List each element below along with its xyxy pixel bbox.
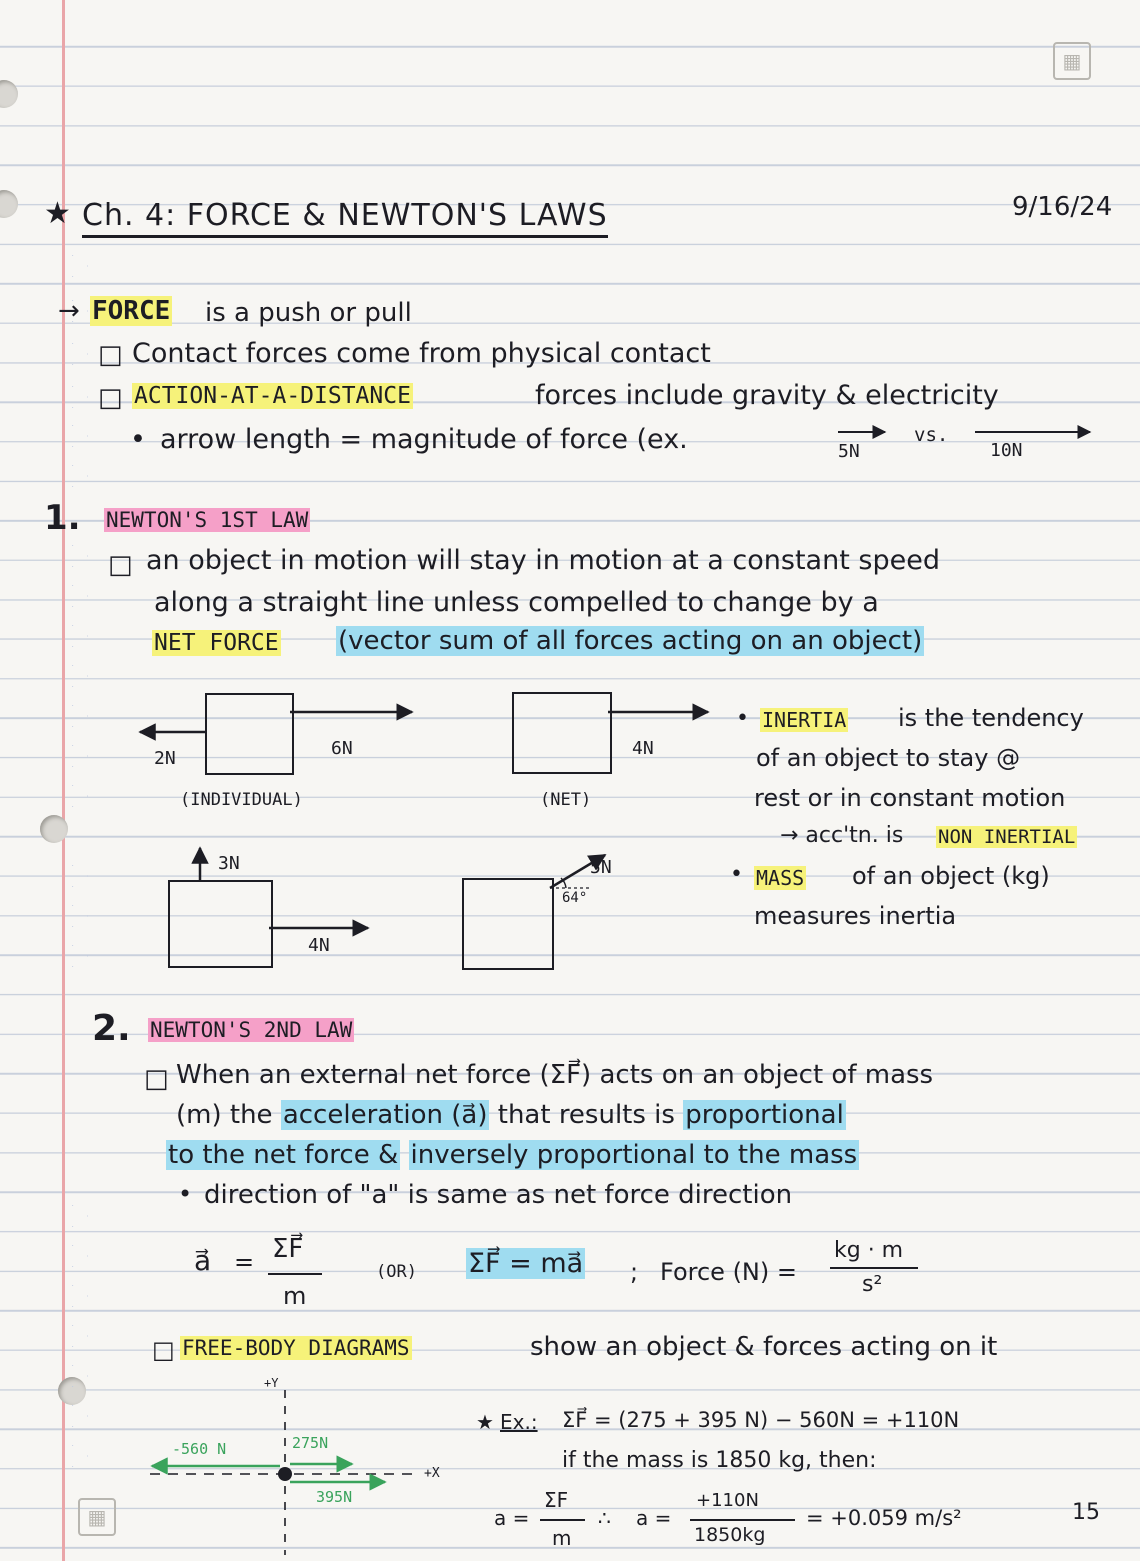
inertia-line-2: of an object to stay @: [756, 744, 1021, 772]
page-title: Ch. 4: FORCE & NEWTON'S LAWS: [82, 198, 608, 238]
force-definition: is a push or pull: [205, 298, 412, 328]
example-mass: if the mass is 1850 kg, then:: [562, 1448, 877, 1473]
line1-part-b: net force (ΣF⃗): [414, 1060, 592, 1090]
unit-numerator: kg · m: [834, 1238, 904, 1263]
page-date: 9/16/24: [1012, 192, 1113, 222]
direction-bullet: •: [178, 1180, 193, 1208]
second-law-line-3: [166, 1140, 859, 1170]
net-force-definition: (vector sum of all forces acting on an object): [338, 626, 923, 656]
example-num1: ΣF: [544, 1488, 569, 1512]
eq-acceleration: a⃗: [194, 1244, 212, 1277]
eq-equals: =: [234, 1248, 255, 1276]
direction-text: direction of "a" is same as net force direction: [204, 1180, 793, 1210]
example-a1: a =: [494, 1506, 530, 1530]
example-sum: ΣF⃗ = (275 + 395 N) − 560N = +110N: [562, 1408, 960, 1432]
force-label-6n: 6N: [331, 738, 353, 759]
mass-line-1: of an object (kg): [852, 862, 1050, 890]
action-at-distance-text: forces include gravity & electricity: [535, 380, 999, 411]
section-2-number: 2.: [92, 1008, 131, 1049]
force-label-4n: 4N: [308, 935, 330, 956]
example-den2: 1850kg: [694, 1524, 766, 1546]
force-label: FORCE: [92, 296, 171, 326]
example-10n-label: 10N: [990, 440, 1023, 461]
example-star-icon: ★: [476, 1410, 494, 1434]
second-law-heading: NEWTON'S 2ND LAW: [150, 1018, 353, 1042]
checkbox-icon: □: [98, 340, 123, 370]
line3-part-a: to the net force &: [168, 1140, 399, 1170]
example-5n-label: 5N: [838, 441, 860, 462]
force-label-3n: 3N: [218, 853, 240, 874]
line3-part-b: inversely proportional to the mass: [410, 1140, 858, 1170]
notebook-logo-icon: ▦: [1053, 42, 1091, 80]
checkbox-icon: □: [98, 383, 123, 413]
arrow-length-bullet: •: [130, 424, 146, 455]
eq-denominator: m: [283, 1282, 307, 1310]
force-arrow-icon: →: [58, 296, 80, 326]
inertia-bullet: •: [736, 706, 749, 731]
example-num2: +110N: [696, 1490, 759, 1511]
net-force-label: NET FORCE: [154, 630, 279, 656]
caption-net: (NET): [540, 790, 592, 810]
first-law-heading: NEWTON'S 1ST LAW: [106, 508, 309, 532]
eq-alternate: ΣF⃗ = ma⃗: [468, 1248, 584, 1279]
unit-denominator: s²: [862, 1272, 883, 1297]
fbd-plus-x: +X: [424, 1466, 440, 1481]
second-law-line-2: [176, 1100, 846, 1130]
eq-semicolon: ;: [630, 1258, 639, 1286]
section-1-number: 1.: [44, 498, 81, 538]
mass-label: MASS: [756, 866, 805, 890]
caption-individual: (INDIVIDUAL): [180, 790, 303, 810]
checkbox-icon: □: [144, 1064, 169, 1094]
line2-part-c: that results is: [497, 1100, 675, 1130]
eq-or: (OR): [376, 1262, 417, 1282]
fbd-plus-y: +Y: [264, 1376, 279, 1390]
line2-part-b: acceleration (a⃗): [282, 1100, 488, 1130]
accel-text: → acc'tn. is: [780, 823, 904, 848]
title-star-icon: ★: [44, 196, 71, 231]
fbd-label-560n: -560 N: [172, 1440, 227, 1458]
fbd-label-395n: 395N: [316, 1488, 353, 1506]
second-law-line-1: [176, 1060, 933, 1090]
inertia-label: INERTIA: [762, 708, 847, 732]
force-label-5n: 5N: [590, 857, 612, 878]
arrow-length-text: arrow length = magnitude of force (ex.: [160, 424, 688, 455]
inertia-line-3: rest or in constant motion: [754, 784, 1066, 812]
inertia-line-1: is the tendency: [898, 704, 1084, 732]
action-at-distance-label: ACTION-AT-A-DISTANCE: [134, 383, 411, 409]
first-law-line-1: an object in motion will stay in motion at a constant speed: [146, 545, 940, 576]
fbd-object-dot: [278, 1467, 292, 1481]
fbd-label: FREE-BODY DIAGRAMS: [182, 1336, 410, 1360]
example-vs-label: vs.: [914, 424, 949, 446]
mass-line-2: measures inertia: [754, 902, 957, 930]
eq-numerator: ΣF⃗: [272, 1234, 304, 1264]
first-law-line-2: along a straight line unless compelled to change by a: [154, 587, 879, 618]
example-a2: a =: [636, 1506, 672, 1530]
example-den1: m: [552, 1526, 572, 1550]
angle-label: 64°: [562, 890, 588, 906]
fbd-label-275n: 275N: [292, 1434, 329, 1452]
checkbox-icon: □: [108, 550, 133, 580]
contact-forces-text: Contact forces come from physical contact: [132, 338, 711, 369]
force-unit-label: Force (N) =: [660, 1258, 797, 1286]
line2-part-d: proportional: [685, 1100, 844, 1130]
example-therefore: ∴: [598, 1506, 611, 1530]
page-number: 15: [1072, 1500, 1100, 1525]
non-inertial-label: NON INERTIAL: [938, 826, 1076, 848]
force-label-4n-net: 4N: [632, 738, 654, 759]
line1-part-c: acts on an object of mass: [599, 1060, 934, 1090]
line1-part-a: When an external: [176, 1060, 407, 1090]
checkbox-icon: □: [152, 1336, 175, 1364]
mass-bullet: •: [730, 862, 743, 887]
example-label: Ex.:: [500, 1410, 538, 1434]
notebook-logo-icon: ▦: [78, 1498, 116, 1536]
line2-part-a: (m) the: [176, 1100, 273, 1130]
example-result: = +0.059 m/s²: [806, 1506, 962, 1530]
fbd-text: show an object & forces acting on it: [530, 1332, 998, 1362]
force-label-2n: 2N: [154, 748, 176, 769]
